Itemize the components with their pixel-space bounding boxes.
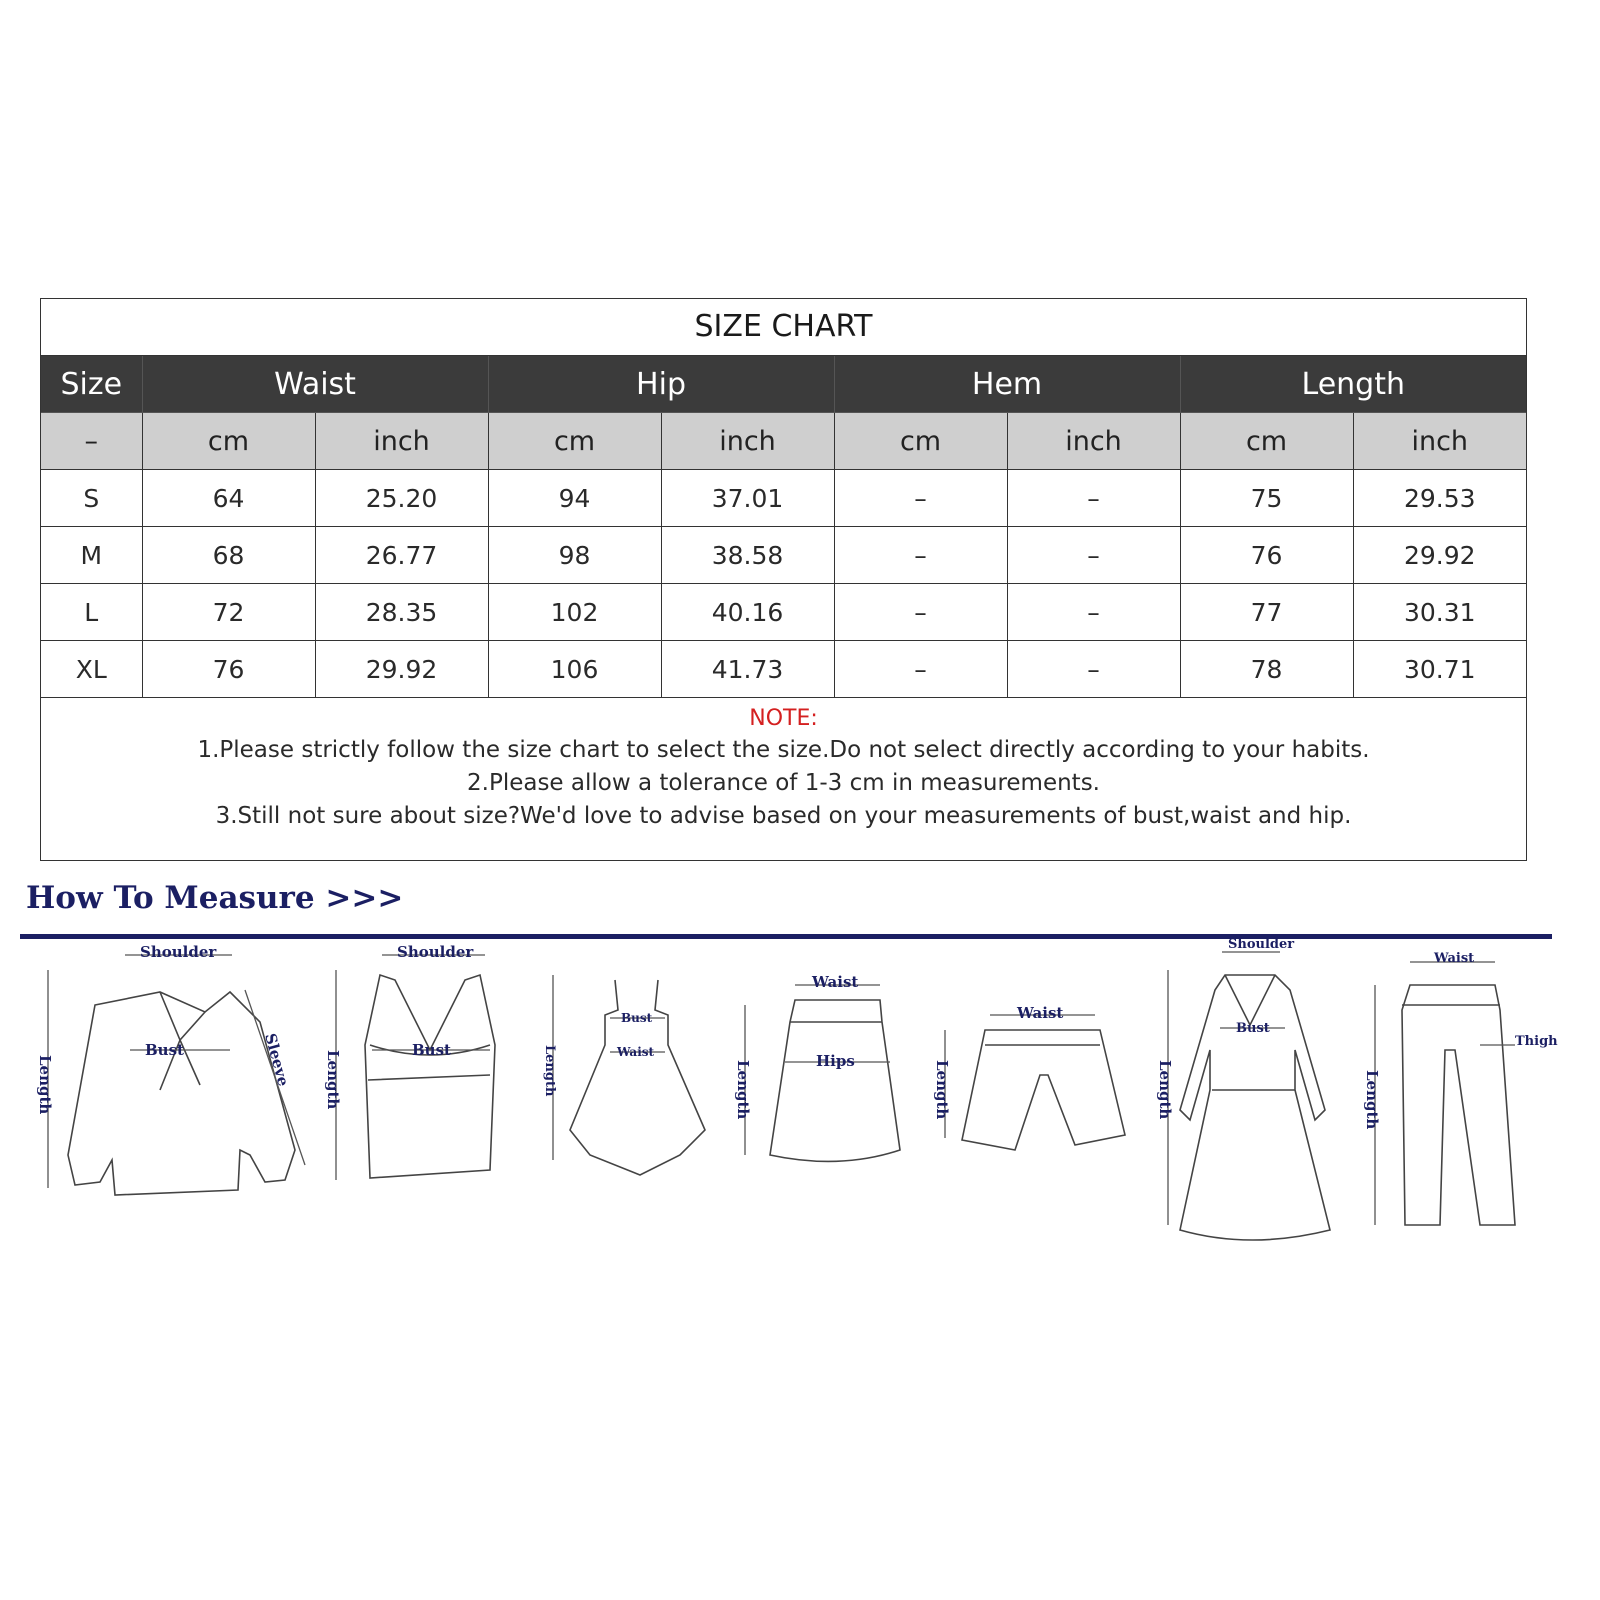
fig2-top-label: Shoulder [397,943,474,961]
table-cell: – [1007,470,1180,527]
table-cell: 40.16 [661,584,834,641]
table-cell: XL [41,641,142,698]
unit-cell: inch [661,413,834,470]
units-row [41,413,1526,470]
blouse-icon [36,943,305,1195]
table-cell: 30.31 [1353,584,1526,641]
fig6-mid-label: Bust [1236,1021,1270,1036]
fig6-side-label: Length [1156,1060,1174,1120]
table-cell: 72 [142,584,315,641]
fig3-mid-label: Waist [617,1045,655,1059]
unit-cell: inch [1353,413,1526,470]
table-cell: – [1007,584,1180,641]
fig4-side-label: Length [734,1060,752,1120]
table-cell: M [41,527,142,584]
fig7-right-label: Thigh [1515,1034,1558,1049]
table-cell: L [41,584,142,641]
unit-cell: inch [1007,413,1180,470]
note-line-1: 1.Please strictly follow the size chart to select the size.Do not select directly according to your habits. [197,737,1370,763]
fig5-side-label: Length [933,1060,951,1120]
table-cell: 28.35 [315,584,488,641]
notes-section [41,698,1526,833]
fig3-side-label: Length [542,1045,557,1097]
table-cell: 76 [1180,527,1353,584]
table-cell: 64 [142,470,315,527]
unit-cell: – [41,413,142,470]
group-header-row [41,356,1526,413]
fig4-mid-label: Hips [816,1052,855,1070]
table-cell: 78 [1180,641,1353,698]
note-label: NOTE: [749,706,818,731]
table-cell: 98 [488,527,661,584]
unit-cell: cm [488,413,661,470]
table-cell: 68 [142,527,315,584]
table-cell: 30.71 [1353,641,1526,698]
table-cell: 94 [488,470,661,527]
unit-cell: cm [142,413,315,470]
table-cell: 25.20 [315,470,488,527]
table-cell: 106 [488,641,661,698]
shorts-icon [933,1004,1125,1150]
unit-cell: cm [1180,413,1353,470]
table-cell: – [834,470,1007,527]
header-hem: Hem [834,356,1180,413]
tank-top-icon [324,943,495,1180]
table-row [41,641,1526,698]
fig1-right-label: Sleeve [261,1031,293,1089]
header-size: Size [41,356,142,413]
size-chart [40,298,1527,861]
fig5-top-label: Waist [1017,1004,1064,1022]
fig6-top-label: Shoulder [1228,937,1295,952]
fig7-side-label: Length [1363,1070,1381,1130]
table-cell: – [1007,641,1180,698]
note-line-2: 2.Please allow a tolerance of 1-3 cm in measurements. [467,770,1100,796]
table-cell: S [41,470,142,527]
table-row [41,527,1526,584]
table-cell: 29.92 [1353,527,1526,584]
table-cell: 75 [1180,470,1353,527]
measurement-figures [0,937,1600,1280]
table-cell: – [1007,527,1180,584]
fig1-mid-label: Bust [145,1041,184,1059]
size-table [41,356,1526,698]
section-divider [20,934,1552,939]
unit-cell: cm [834,413,1007,470]
header-waist: Waist [142,356,488,413]
fig2-mid-label: Bust [412,1041,451,1059]
fig7-top-label: Waist [1434,951,1475,966]
table-cell: 29.92 [315,641,488,698]
table-cell: 76 [142,641,315,698]
header-length: Length [1180,356,1526,413]
table-row [41,584,1526,641]
table-cell: 77 [1180,584,1353,641]
fig1-side-label: Length [36,1055,54,1115]
table-row [41,470,1526,527]
header-hip: Hip [488,356,834,413]
dress-icon [542,975,705,1175]
fig4-top-label: Waist [812,973,859,991]
pants-icon [1363,951,1558,1225]
skirt-icon [734,973,900,1161]
table-cell: 29.53 [1353,470,1526,527]
note-line-3: 3.Still not sure about size?We'd love to advise based on your measurements of bust,waist and hip. [215,803,1352,829]
table-cell: – [834,527,1007,584]
table-cell: 26.77 [315,527,488,584]
unit-cell: inch [315,413,488,470]
fig1-top-label: Shoulder [140,943,217,961]
fig2-side-label: Length [324,1050,342,1110]
how-to-measure-title: How To Measure >>> [26,880,404,916]
coat-icon [1156,937,1330,1240]
table-cell: 102 [488,584,661,641]
table-cell: 41.73 [661,641,834,698]
table-cell: 37.01 [661,470,834,527]
size-chart-title: SIZE CHART [41,299,1526,356]
table-cell: – [834,584,1007,641]
table-cell: 38.58 [661,527,834,584]
fig3-top-label: Bust [621,1011,653,1025]
table-cell: – [834,641,1007,698]
